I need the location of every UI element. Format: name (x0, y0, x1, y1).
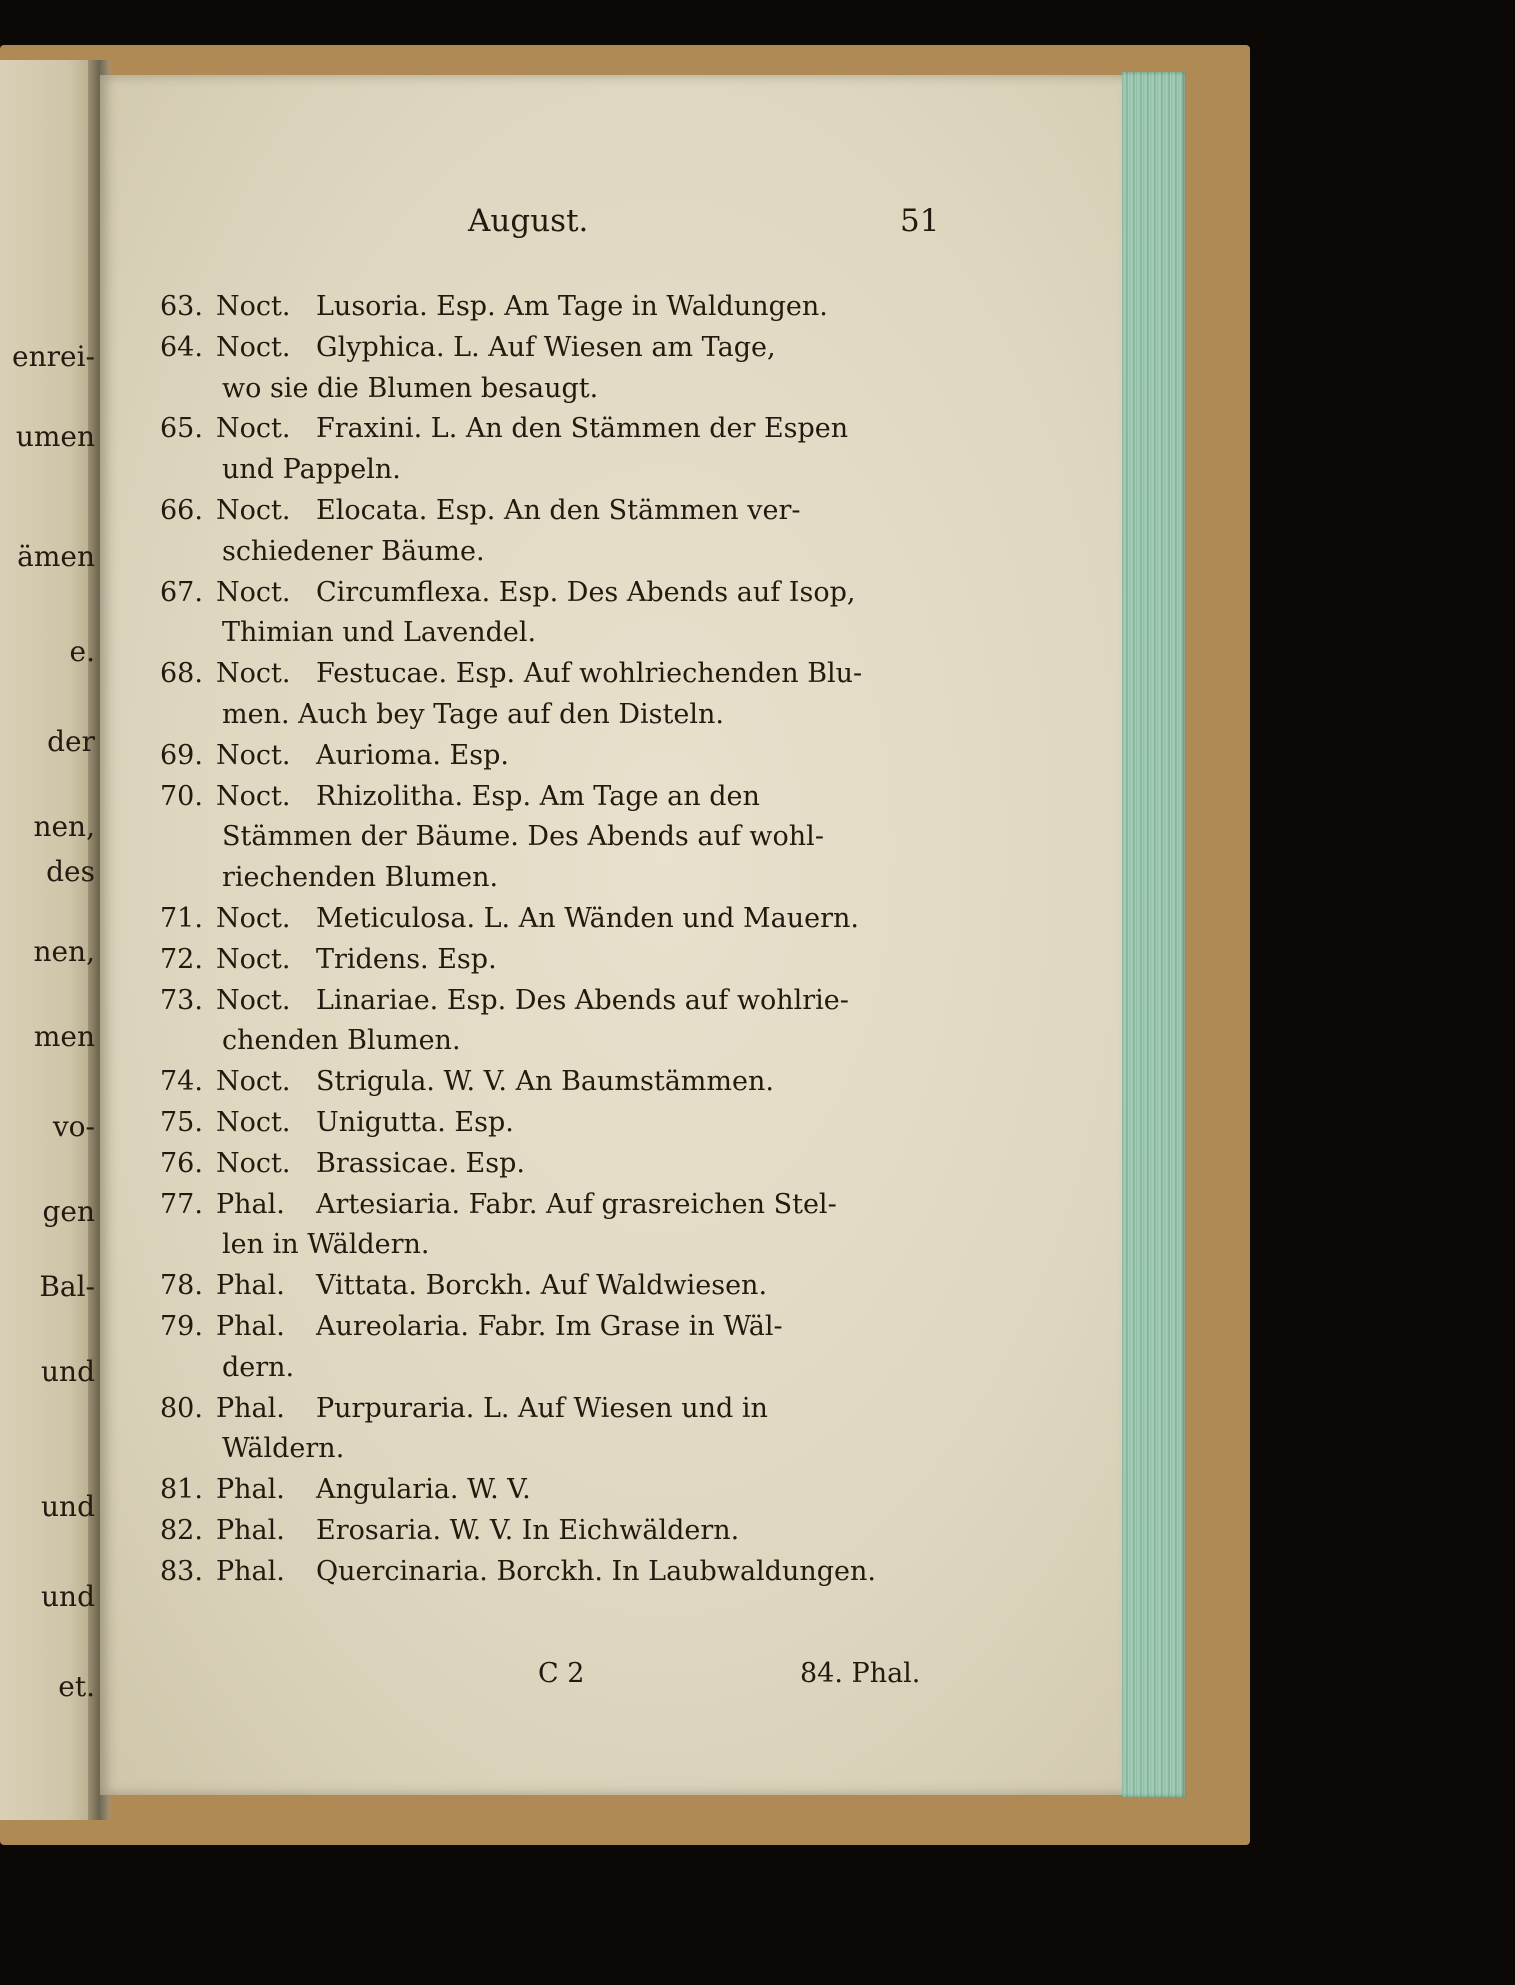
entry-text: Artesiaria. Fabr. Auf grasreichen Stel- (316, 1188, 837, 1220)
list-item (160, 899, 940, 939)
list-item (160, 287, 940, 327)
list-item (160, 858, 940, 898)
entry-genus: Phal. (216, 1270, 285, 1302)
left-page-fragment: men (33, 1020, 95, 1053)
entry-text: Purpuraria. L. Auf Wiesen und in (316, 1392, 768, 1424)
list-item (160, 1389, 940, 1429)
entry-number: 68. (160, 658, 203, 690)
entry-number: 67. (160, 576, 203, 608)
entry-number: 82. (160, 1515, 203, 1546)
catchword: 84. Phal. (800, 1658, 921, 1689)
entry-genus: Phal. (216, 1188, 285, 1220)
entry-number: 76. (160, 1147, 203, 1179)
entry-genus: Noct. (216, 984, 291, 1016)
entry-number: 69. (160, 739, 203, 771)
entry-text: dern. (222, 1351, 295, 1383)
entry-text: Angularia. W. V. (316, 1474, 531, 1506)
list-item (160, 613, 940, 653)
list-item (160, 369, 940, 409)
entry-text: Rhizolitha. Esp. Am Tage an den (316, 780, 760, 812)
entry-number: 79. (160, 1311, 203, 1342)
entry-genus: Noct. (216, 1066, 291, 1098)
entry-text: len in Wäldern. (222, 1229, 430, 1261)
entry-number: 74. (160, 1066, 203, 1098)
entry-text: Aureolaria. Fabr. Im Grase in Wäl- (316, 1311, 783, 1342)
entry-text: men. Auch bey Tage auf den Disteln. (222, 699, 724, 730)
left-page-fragment: vo- (52, 1110, 95, 1143)
list-item (160, 1185, 940, 1225)
list-item (160, 1511, 940, 1551)
entry-genus: Noct. (216, 331, 291, 363)
left-page-fragment: Bal- (39, 1270, 95, 1303)
list-item (160, 1144, 940, 1184)
entry-text: Linariae. Esp. Des Abends auf wohlrie- (316, 984, 849, 1016)
entry-text: Erosaria. W. V. In Eichwäldern. (316, 1515, 740, 1546)
list-item (160, 491, 940, 531)
entry-text: schiedener Bäume. (222, 535, 485, 567)
entry-genus: Phal. (216, 1311, 285, 1342)
entry-text: Tridens. Esp. (316, 943, 497, 975)
list-item (160, 1470, 940, 1510)
entry-text: Circumflexa. Esp. Des Abends auf Isop, (316, 576, 856, 608)
left-page-fragment: und (41, 1580, 95, 1613)
list-item (160, 1429, 940, 1469)
entry-number: 78. (160, 1270, 203, 1302)
left-page-fragment: gen (42, 1195, 95, 1228)
entry-number: 77. (160, 1188, 203, 1220)
entry-genus: Noct. (216, 576, 291, 608)
list-item (160, 736, 940, 776)
list-item (160, 409, 940, 449)
left-page-fragment: enrei- (12, 340, 95, 373)
entry-text: Quercinaria. Borckh. In Laubwaldungen. (316, 1555, 876, 1587)
entry-text: Aurioma. Esp. (316, 739, 509, 771)
list-item (160, 1062, 940, 1102)
entry-text: Stämmen der Bäume. Des Abends auf wohl- (222, 821, 824, 853)
entry-genus: Noct. (216, 1147, 291, 1179)
entry-text: Elocata. Esp. An den Stämmen ver- (316, 495, 801, 526)
left-page-fragment: ämen (17, 540, 95, 573)
entry-text: Vittata. Borckh. Auf Waldwiesen. (316, 1270, 768, 1302)
entry-text: und Pappeln. (222, 454, 401, 486)
list-item (160, 1225, 940, 1265)
entry-number: 71. (160, 903, 203, 934)
entry-number: 83. (160, 1555, 203, 1587)
entry-text: riechenden Blumen. (222, 862, 499, 894)
list-item (160, 328, 940, 368)
entry-genus: Phal. (216, 1515, 285, 1546)
entry-number: 66. (160, 495, 203, 526)
entry-genus: Noct. (216, 658, 291, 690)
left-page-fragment: e. (69, 635, 95, 668)
entry-number: 81. (160, 1474, 203, 1506)
entry-text: Brassicae. Esp. (316, 1147, 525, 1179)
entry-text: chenden Blumen. (222, 1025, 461, 1057)
entry-genus: Phal. (216, 1474, 285, 1506)
entry-genus: Noct. (216, 495, 291, 526)
entry-genus: Phal. (216, 1555, 285, 1587)
entry-number: 65. (160, 413, 203, 445)
list-item (160, 940, 940, 980)
entry-genus: Noct. (216, 739, 291, 771)
left-page-fragment: des (46, 855, 95, 888)
list-item (160, 573, 940, 613)
list-item (160, 1552, 940, 1592)
entry-genus: Noct. (216, 291, 291, 322)
entry-text: Unigutta. Esp. (316, 1107, 514, 1138)
entry-genus: Noct. (216, 903, 291, 934)
entry-text: Wäldern. (222, 1433, 345, 1465)
entry-number: 70. (160, 780, 203, 812)
entry-genus: Phal. (216, 1392, 285, 1424)
left-page-fragment: nen, (33, 935, 95, 968)
page-number: 51 (900, 203, 940, 239)
entry-number: 63. (160, 291, 203, 322)
left-page-fragment: der (47, 725, 95, 758)
left-page-fragment: und (41, 1355, 95, 1388)
left-page-fragment: und (41, 1490, 95, 1523)
entry-number: 72. (160, 943, 203, 975)
left-page-fragment: umen (15, 420, 95, 453)
left-page-fragment: nen, (33, 810, 95, 843)
entry-text: Glyphica. L. Auf Wiesen am Tage, (316, 331, 776, 363)
entry-number: 75. (160, 1107, 203, 1138)
entry-number: 64. (160, 331, 203, 363)
list-item (160, 1348, 940, 1388)
left-page-fragment: et. (58, 1670, 95, 1703)
entry-genus: Noct. (216, 1107, 291, 1138)
entry-text: Thimian und Lavendel. (222, 617, 537, 649)
entry-text: Festucae. Esp. Auf wohlriechenden Blu- (316, 658, 863, 690)
list-item (160, 695, 940, 735)
running-head-title: August. (468, 203, 589, 239)
entry-genus: Noct. (216, 943, 291, 975)
entry-text: Fraxini. L. An den Stämmen der Espen (316, 413, 849, 445)
entry-genus: Noct. (216, 413, 291, 445)
list-item (160, 654, 940, 694)
list-item (160, 777, 940, 817)
page-edges (1122, 72, 1186, 1797)
entry-text: Lusoria. Esp. Am Tage in Waldungen. (316, 291, 828, 322)
list-item (160, 1266, 940, 1306)
entry-text: Strigula. W. V. An Baumstämmen. (316, 1066, 774, 1098)
entry-number: 80. (160, 1392, 203, 1424)
list-item (160, 532, 940, 572)
entry-text: Meticulosa. L. An Wänden und Mauern. (316, 903, 859, 934)
entry-genus: Noct. (216, 780, 291, 812)
entry-text: wo sie die Blumen besaugt. (222, 372, 599, 404)
list-item (160, 1021, 940, 1061)
list-item (160, 1307, 940, 1347)
entry-number: 73. (160, 984, 203, 1016)
list-item (160, 450, 940, 490)
list-item (160, 817, 940, 857)
signature-mark: C 2 (538, 1658, 585, 1689)
list-item (160, 981, 940, 1021)
list-item (160, 1103, 940, 1143)
